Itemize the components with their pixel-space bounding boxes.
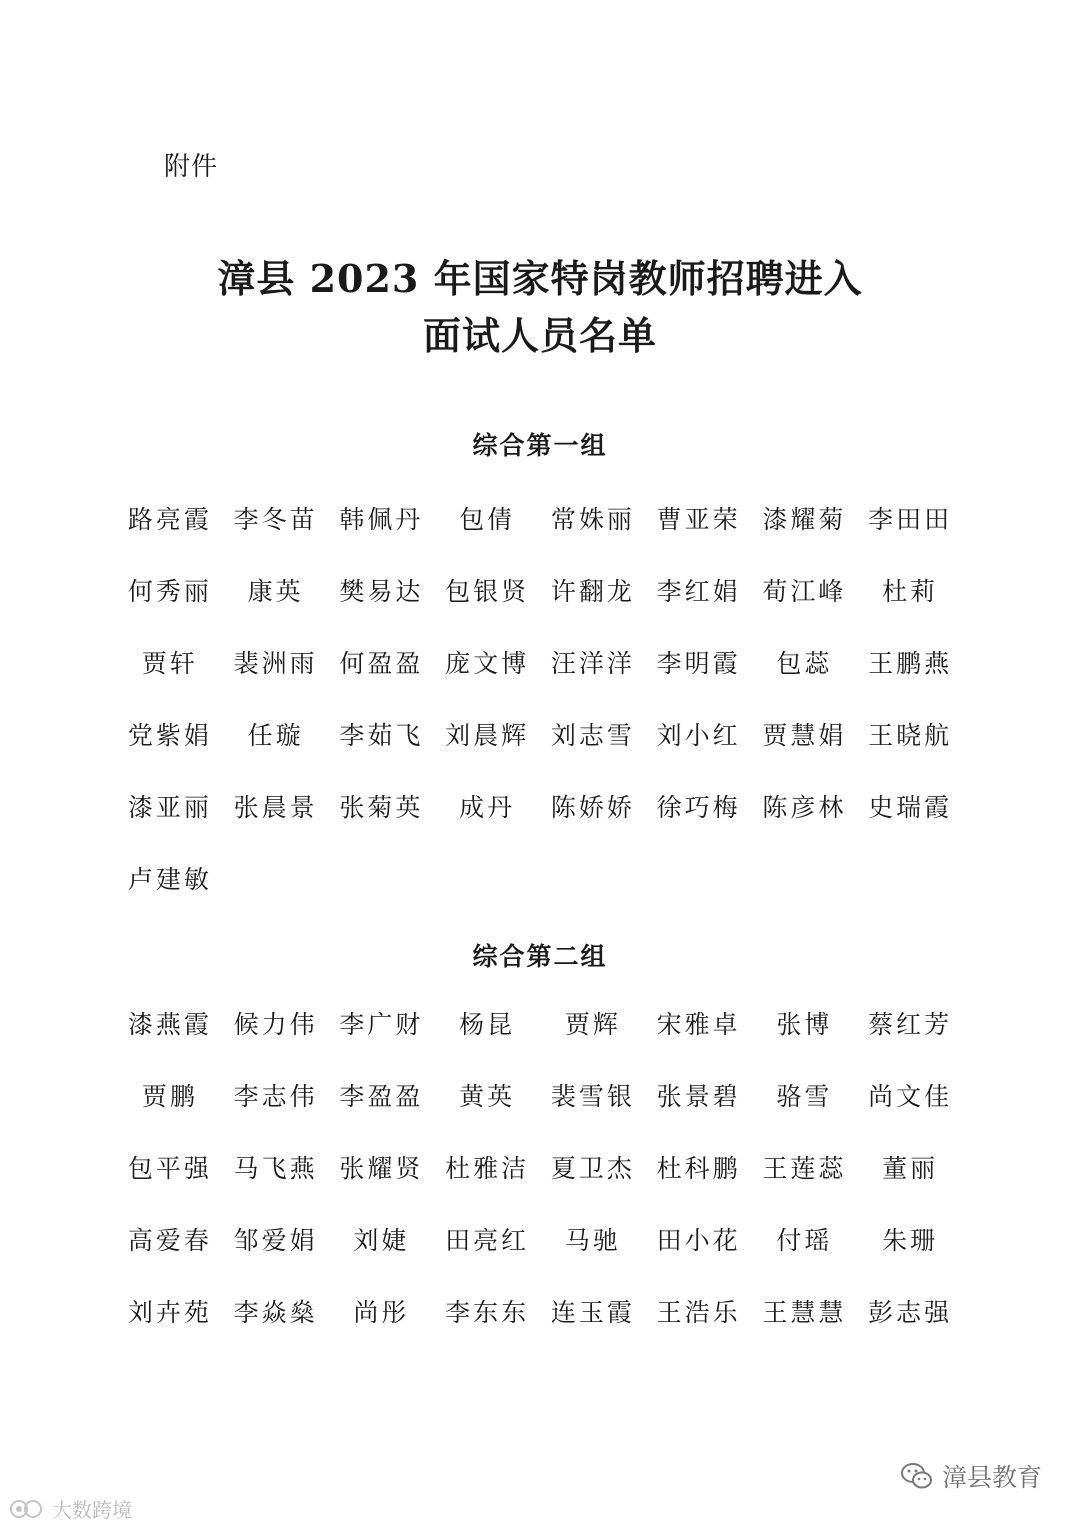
candidate-name: 候力伟 [233, 1010, 318, 1039]
candidate-name: 朱珊 [882, 1226, 939, 1255]
candidate-name: 尚彤 [353, 1298, 410, 1327]
watermark-left-text: 大数跨境 [52, 1498, 132, 1522]
candidate-name: 刘卉苑 [127, 1298, 212, 1327]
candidate-name: 李田田 [868, 505, 953, 534]
candidate-name: 李茹飞 [339, 721, 424, 750]
candidate-name: 李广财 [339, 1010, 424, 1039]
candidate-name: 包平强 [127, 1154, 212, 1183]
candidate-name: 尚文佳 [868, 1082, 953, 1111]
candidate-name: 李志伟 [233, 1082, 318, 1111]
candidate-name: 包倩 [459, 505, 516, 534]
candidate-name: 蔡红芳 [868, 1010, 953, 1039]
candidate-name: 汪洋洋 [550, 649, 635, 678]
candidate-name: 陈彦林 [762, 793, 847, 822]
candidate-name: 刘志雪 [550, 721, 635, 750]
candidate-name: 韩佩丹 [339, 505, 424, 534]
candidate-name: 刘小红 [656, 721, 741, 750]
candidate-name: 杜莉 [882, 577, 939, 606]
candidate-name: 路亮霞 [127, 505, 212, 534]
candidate-name: 李明霞 [656, 649, 741, 678]
candidate-name: 张耀贤 [339, 1154, 424, 1183]
candidate-name: 贾轩 [141, 649, 198, 678]
candidate-name: 贾慧娟 [762, 721, 847, 750]
candidate-name: 何秀丽 [127, 577, 212, 606]
candidate-name: 包银贤 [445, 577, 530, 606]
candidate-name: 李红娟 [656, 577, 741, 606]
candidate-name: 连玉霞 [550, 1298, 635, 1327]
candidate-name: 董丽 [882, 1154, 939, 1183]
group-2-name-grid [117, 1007, 963, 1367]
candidate-name: 彭志强 [868, 1298, 953, 1327]
candidate-name: 贾鹏 [141, 1082, 198, 1111]
candidate-name: 李冬苗 [233, 505, 318, 534]
document-title-line1: 漳县 2023 年国家特岗教师招聘进入 [217, 256, 863, 301]
candidate-name: 宋雅卓 [656, 1010, 741, 1039]
candidate-name: 樊易达 [339, 577, 424, 606]
candidate-name: 杜雅洁 [445, 1154, 530, 1183]
candidate-name: 史瑞霞 [868, 793, 953, 822]
candidate-name: 黄英 [459, 1082, 516, 1111]
candidate-name: 王浩乐 [656, 1298, 741, 1327]
candidate-name: 田亮红 [445, 1226, 530, 1255]
watermark-right [900, 1458, 1042, 1494]
candidate-name: 邹爱娟 [233, 1226, 318, 1255]
candidate-name: 陈娇娇 [550, 793, 635, 822]
candidate-name: 漆耀菊 [762, 505, 847, 534]
candidate-name: 徐巧梅 [656, 793, 741, 822]
candidate-name: 李盈盈 [339, 1082, 424, 1111]
candidate-name: 何盈盈 [339, 649, 424, 678]
candidate-name: 李焱燊 [233, 1298, 318, 1327]
candidate-name: 党紫娟 [127, 721, 212, 750]
candidate-name: 骆雪 [776, 1082, 833, 1111]
candidate-name: 付瑶 [776, 1226, 833, 1255]
candidate-name: 荀江峰 [762, 577, 847, 606]
watermark-right-text: 漳县教育 [942, 1463, 1043, 1492]
candidate-name: 王莲蕊 [762, 1154, 847, 1183]
candidate-name: 张晨景 [233, 793, 318, 822]
candidate-name: 李东东 [445, 1298, 530, 1327]
candidate-name: 王鹏燕 [868, 649, 953, 678]
candidate-name: 常姝丽 [550, 505, 635, 534]
candidate-name: 包蕊 [776, 649, 833, 678]
candidate-name: 张景碧 [656, 1082, 741, 1111]
candidate-name: 马驰 [564, 1226, 621, 1255]
candidate-name: 任璇 [247, 721, 304, 750]
candidate-name: 裴洲雨 [233, 649, 318, 678]
candidate-name: 张博 [776, 1010, 833, 1039]
candidate-name: 贾辉 [564, 1010, 621, 1039]
candidate-name: 田小花 [656, 1226, 741, 1255]
watermark-left [8, 1494, 132, 1523]
group-1-name-grid [117, 502, 963, 934]
candidate-name: 康英 [247, 577, 304, 606]
candidate-name: 王晓航 [868, 721, 953, 750]
candidate-name: 庞文博 [445, 649, 530, 678]
watermark-logo-icon [8, 1498, 48, 1520]
candidate-name: 卢建敏 [127, 865, 212, 894]
candidate-name: 漆燕霞 [127, 1010, 212, 1039]
candidate-name: 夏卫杰 [550, 1154, 635, 1183]
document-title-line2: 面试人员名单 [422, 313, 657, 358]
candidate-name: 杨昆 [459, 1010, 516, 1039]
candidate-name: 刘晨辉 [445, 721, 530, 750]
candidate-name: 高爱春 [127, 1226, 212, 1255]
candidate-name: 张菊英 [339, 793, 424, 822]
candidate-name: 马飞燕 [233, 1154, 318, 1183]
wechat-icon [900, 1461, 934, 1491]
group-1-title: 综合第一组 [472, 431, 608, 460]
group-2-title: 综合第二组 [472, 942, 608, 971]
candidate-name: 王慧慧 [762, 1298, 847, 1327]
candidate-name: 许翻龙 [550, 577, 635, 606]
candidate-name: 杜科鹏 [656, 1154, 741, 1183]
candidate-name: 成丹 [459, 793, 516, 822]
candidate-name: 刘婕 [353, 1226, 410, 1255]
candidate-name: 漆亚丽 [127, 793, 212, 822]
attachment-label: 附件 [164, 152, 219, 182]
candidate-name: 裴雪银 [550, 1082, 635, 1111]
candidate-name: 曹亚荣 [656, 505, 741, 534]
